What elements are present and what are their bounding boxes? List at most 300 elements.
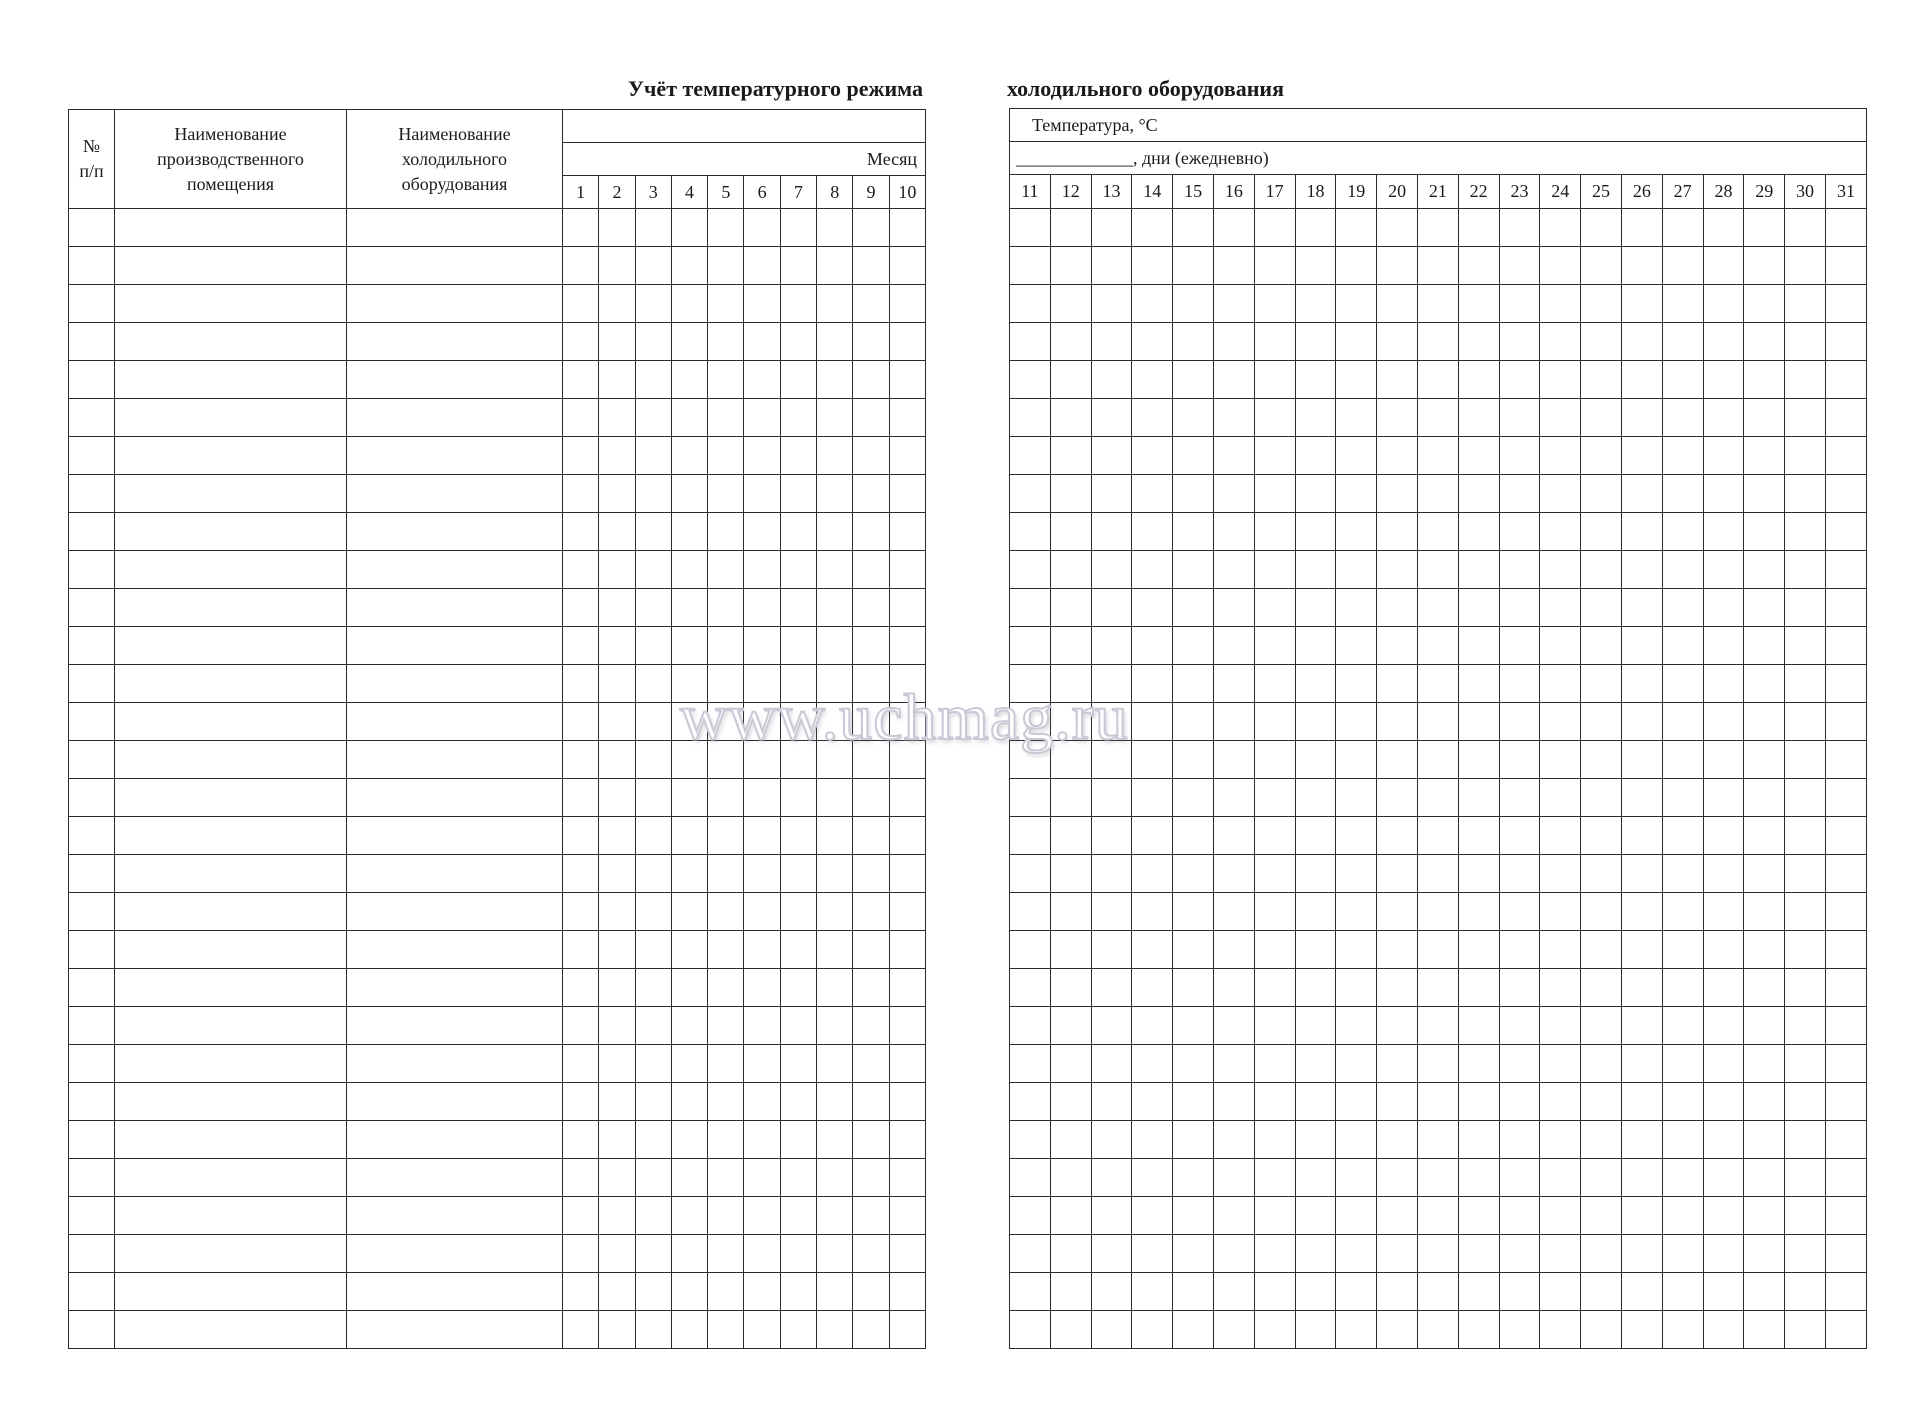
entry-cell[interactable]	[1744, 475, 1785, 513]
entry-cell[interactable]	[1091, 247, 1132, 285]
entry-cell[interactable]	[599, 779, 635, 817]
entry-cell[interactable]	[1785, 1121, 1826, 1159]
entry-cell[interactable]	[1499, 703, 1540, 741]
entry-cell[interactable]	[1091, 779, 1132, 817]
entry-cell[interactable]	[1703, 1273, 1744, 1311]
entry-cell[interactable]	[347, 741, 563, 779]
entry-cell[interactable]	[1458, 361, 1499, 399]
entry-cell[interactable]	[1254, 1235, 1295, 1273]
entry-cell[interactable]	[1621, 627, 1662, 665]
entry-cell[interactable]	[1254, 893, 1295, 931]
entry-cell[interactable]	[347, 1121, 563, 1159]
entry-cell[interactable]	[1213, 1121, 1254, 1159]
entry-cell[interactable]	[347, 1235, 563, 1273]
entry-cell[interactable]	[1336, 703, 1377, 741]
entry-cell[interactable]	[671, 1045, 707, 1083]
entry-cell[interactable]	[780, 931, 816, 969]
entry-cell[interactable]	[1785, 247, 1826, 285]
entry-cell[interactable]	[889, 855, 925, 893]
entry-cell[interactable]	[1621, 1159, 1662, 1197]
entry-cell[interactable]	[1336, 1311, 1377, 1349]
entry-cell[interactable]	[1050, 285, 1091, 323]
entry-cell[interactable]	[347, 1311, 563, 1349]
entry-cell[interactable]	[1785, 665, 1826, 703]
entry-cell[interactable]	[1785, 437, 1826, 475]
entry-cell[interactable]	[817, 931, 853, 969]
entry-cell[interactable]	[115, 1273, 347, 1311]
entry-cell[interactable]	[1825, 969, 1866, 1007]
entry-cell[interactable]	[347, 1007, 563, 1045]
entry-cell[interactable]	[1417, 1045, 1458, 1083]
entry-cell[interactable]	[889, 323, 925, 361]
entry-cell[interactable]	[1295, 361, 1336, 399]
entry-cell[interactable]	[853, 361, 889, 399]
entry-cell[interactable]	[1377, 323, 1418, 361]
entry-cell[interactable]	[1540, 285, 1581, 323]
entry-cell[interactable]	[1744, 741, 1785, 779]
entry-cell[interactable]	[1581, 285, 1622, 323]
entry-cell[interactable]	[1662, 323, 1703, 361]
entry-cell[interactable]	[780, 817, 816, 855]
entry-cell[interactable]	[1132, 1083, 1173, 1121]
entry-cell[interactable]	[1540, 1007, 1581, 1045]
entry-cell[interactable]	[1744, 1159, 1785, 1197]
entry-cell[interactable]	[1010, 779, 1051, 817]
entry-cell[interactable]	[708, 779, 744, 817]
entry-cell[interactable]	[1621, 513, 1662, 551]
entry-cell[interactable]	[1336, 513, 1377, 551]
entry-cell[interactable]	[1458, 589, 1499, 627]
entry-cell[interactable]	[1499, 1273, 1540, 1311]
entry-cell[interactable]	[1295, 817, 1336, 855]
entry-cell[interactable]	[1825, 323, 1866, 361]
entry-cell[interactable]	[1213, 1311, 1254, 1349]
entry-cell[interactable]	[599, 817, 635, 855]
entry-cell[interactable]	[1499, 1121, 1540, 1159]
entry-cell[interactable]	[780, 1159, 816, 1197]
entry-cell[interactable]	[671, 969, 707, 1007]
entry-cell[interactable]	[1458, 855, 1499, 893]
entry-cell[interactable]	[1581, 627, 1622, 665]
entry-cell[interactable]	[889, 703, 925, 741]
entry-cell[interactable]	[744, 1159, 780, 1197]
entry-cell[interactable]	[115, 703, 347, 741]
entry-cell[interactable]	[780, 361, 816, 399]
entry-cell[interactable]	[1499, 551, 1540, 589]
entry-cell[interactable]	[1499, 1235, 1540, 1273]
entry-cell[interactable]	[853, 209, 889, 247]
entry-cell[interactable]	[1785, 1197, 1826, 1235]
entry-cell[interactable]	[1785, 779, 1826, 817]
entry-cell[interactable]	[889, 589, 925, 627]
entry-cell[interactable]	[1377, 1083, 1418, 1121]
entry-cell[interactable]	[1213, 209, 1254, 247]
entry-cell[interactable]	[1254, 1159, 1295, 1197]
entry-cell[interactable]	[1050, 361, 1091, 399]
entry-cell[interactable]	[1050, 589, 1091, 627]
entry-cell[interactable]	[1785, 513, 1826, 551]
entry-cell[interactable]	[744, 285, 780, 323]
entry-cell[interactable]	[1744, 931, 1785, 969]
entry-cell[interactable]	[599, 931, 635, 969]
entry-cell[interactable]	[69, 741, 115, 779]
entry-cell[interactable]	[744, 209, 780, 247]
entry-cell[interactable]	[1662, 361, 1703, 399]
entry-cell[interactable]	[744, 1273, 780, 1311]
entry-cell[interactable]	[1091, 893, 1132, 931]
entry-cell[interactable]	[635, 475, 671, 513]
entry-cell[interactable]	[1254, 1273, 1295, 1311]
entry-cell[interactable]	[1744, 893, 1785, 931]
entry-cell[interactable]	[708, 855, 744, 893]
entry-cell[interactable]	[347, 1083, 563, 1121]
entry-cell[interactable]	[1336, 969, 1377, 1007]
entry-cell[interactable]	[1540, 893, 1581, 931]
entry-cell[interactable]	[1744, 1045, 1785, 1083]
entry-cell[interactable]	[347, 209, 563, 247]
entry-cell[interactable]	[1213, 893, 1254, 931]
entry-cell[interactable]	[599, 1045, 635, 1083]
entry-cell[interactable]	[563, 627, 599, 665]
entry-cell[interactable]	[115, 627, 347, 665]
entry-cell[interactable]	[708, 817, 744, 855]
entry-cell[interactable]	[347, 1273, 563, 1311]
entry-cell[interactable]	[1417, 475, 1458, 513]
entry-cell[interactable]	[817, 1083, 853, 1121]
entry-cell[interactable]	[115, 1197, 347, 1235]
entry-cell[interactable]	[563, 589, 599, 627]
entry-cell[interactable]	[671, 1159, 707, 1197]
entry-cell[interactable]	[563, 437, 599, 475]
entry-cell[interactable]	[1050, 627, 1091, 665]
entry-cell[interactable]	[1417, 741, 1458, 779]
entry-cell[interactable]	[1621, 703, 1662, 741]
entry-cell[interactable]	[635, 703, 671, 741]
entry-cell[interactable]	[635, 1235, 671, 1273]
entry-cell[interactable]	[69, 1311, 115, 1349]
entry-cell[interactable]	[1132, 589, 1173, 627]
entry-cell[interactable]	[1173, 893, 1214, 931]
entry-cell[interactable]	[1744, 285, 1785, 323]
entry-cell[interactable]	[1213, 703, 1254, 741]
entry-cell[interactable]	[599, 1311, 635, 1349]
entry-cell[interactable]	[1377, 893, 1418, 931]
entry-cell[interactable]	[69, 551, 115, 589]
entry-cell[interactable]	[708, 931, 744, 969]
entry-cell[interactable]	[599, 361, 635, 399]
entry-cell[interactable]	[1010, 855, 1051, 893]
entry-cell[interactable]	[671, 931, 707, 969]
entry-cell[interactable]	[1621, 399, 1662, 437]
entry-cell[interactable]	[1417, 969, 1458, 1007]
entry-cell[interactable]	[1091, 589, 1132, 627]
entry-cell[interactable]	[1254, 1007, 1295, 1045]
entry-cell[interactable]	[1132, 285, 1173, 323]
entry-cell[interactable]	[347, 399, 563, 437]
entry-cell[interactable]	[1050, 1311, 1091, 1349]
entry-cell[interactable]	[115, 399, 347, 437]
entry-cell[interactable]	[1785, 399, 1826, 437]
entry-cell[interactable]	[708, 209, 744, 247]
entry-cell[interactable]	[1091, 551, 1132, 589]
entry-cell[interactable]	[744, 931, 780, 969]
entry-cell[interactable]	[1581, 323, 1622, 361]
entry-cell[interactable]	[889, 1311, 925, 1349]
entry-cell[interactable]	[1825, 1083, 1866, 1121]
entry-cell[interactable]	[853, 1159, 889, 1197]
entry-cell[interactable]	[1581, 665, 1622, 703]
entry-cell[interactable]	[1662, 513, 1703, 551]
entry-cell[interactable]	[1499, 855, 1540, 893]
entry-cell[interactable]	[1132, 1273, 1173, 1311]
entry-cell[interactable]	[1581, 475, 1622, 513]
entry-cell[interactable]	[708, 969, 744, 1007]
entry-cell[interactable]	[635, 1045, 671, 1083]
entry-cell[interactable]	[1499, 969, 1540, 1007]
entry-cell[interactable]	[563, 1197, 599, 1235]
entry-cell[interactable]	[1703, 893, 1744, 931]
entry-cell[interactable]	[671, 475, 707, 513]
entry-cell[interactable]	[563, 551, 599, 589]
entry-cell[interactable]	[1336, 1045, 1377, 1083]
entry-cell[interactable]	[1010, 361, 1051, 399]
entry-cell[interactable]	[1417, 931, 1458, 969]
entry-cell[interactable]	[744, 703, 780, 741]
entry-cell[interactable]	[69, 1045, 115, 1083]
entry-cell[interactable]	[1336, 855, 1377, 893]
entry-cell[interactable]	[1295, 855, 1336, 893]
entry-cell[interactable]	[1254, 665, 1295, 703]
entry-cell[interactable]	[1295, 627, 1336, 665]
entry-cell[interactable]	[1091, 475, 1132, 513]
entry-cell[interactable]	[69, 589, 115, 627]
entry-cell[interactable]	[1417, 513, 1458, 551]
entry-cell[interactable]	[635, 323, 671, 361]
entry-cell[interactable]	[1417, 893, 1458, 931]
entry-cell[interactable]	[671, 779, 707, 817]
entry-cell[interactable]	[1785, 589, 1826, 627]
entry-cell[interactable]	[1091, 741, 1132, 779]
entry-cell[interactable]	[744, 1121, 780, 1159]
entry-cell[interactable]	[817, 209, 853, 247]
entry-cell[interactable]	[115, 1083, 347, 1121]
entry-cell[interactable]	[817, 703, 853, 741]
entry-cell[interactable]	[1132, 741, 1173, 779]
entry-cell[interactable]	[635, 247, 671, 285]
entry-cell[interactable]	[1010, 1197, 1051, 1235]
entry-cell[interactable]	[1703, 1159, 1744, 1197]
entry-cell[interactable]	[1173, 969, 1214, 1007]
entry-cell[interactable]	[1621, 1045, 1662, 1083]
entry-cell[interactable]	[1825, 589, 1866, 627]
entry-cell[interactable]	[599, 247, 635, 285]
entry-cell[interactable]	[1499, 361, 1540, 399]
entry-cell[interactable]	[115, 323, 347, 361]
entry-cell[interactable]	[635, 551, 671, 589]
entry-cell[interactable]	[1173, 665, 1214, 703]
entry-cell[interactable]	[744, 399, 780, 437]
entry-cell[interactable]	[1091, 1235, 1132, 1273]
entry-cell[interactable]	[563, 247, 599, 285]
entry-cell[interactable]	[69, 1007, 115, 1045]
entry-cell[interactable]	[1703, 855, 1744, 893]
entry-cell[interactable]	[1581, 1007, 1622, 1045]
entry-cell[interactable]	[780, 1083, 816, 1121]
entry-cell[interactable]	[69, 855, 115, 893]
entry-cell[interactable]	[1744, 703, 1785, 741]
entry-cell[interactable]	[1010, 1121, 1051, 1159]
entry-cell[interactable]	[1010, 1159, 1051, 1197]
entry-cell[interactable]	[1091, 817, 1132, 855]
entry-cell[interactable]	[115, 1007, 347, 1045]
entry-cell[interactable]	[635, 1273, 671, 1311]
entry-cell[interactable]	[1499, 817, 1540, 855]
entry-cell[interactable]	[1050, 209, 1091, 247]
entry-cell[interactable]	[889, 665, 925, 703]
entry-cell[interactable]	[1540, 969, 1581, 1007]
entry-cell[interactable]	[1417, 209, 1458, 247]
entry-cell[interactable]	[1825, 665, 1866, 703]
entry-cell[interactable]	[817, 893, 853, 931]
entry-cell[interactable]	[1499, 323, 1540, 361]
entry-cell[interactable]	[1825, 285, 1866, 323]
entry-cell[interactable]	[671, 437, 707, 475]
entry-cell[interactable]	[1417, 361, 1458, 399]
entry-cell[interactable]	[1785, 1235, 1826, 1273]
entry-cell[interactable]	[1377, 1159, 1418, 1197]
entry-cell[interactable]	[1132, 931, 1173, 969]
entry-cell[interactable]	[563, 1235, 599, 1273]
entry-cell[interactable]	[1499, 1197, 1540, 1235]
entry-cell[interactable]	[1091, 437, 1132, 475]
entry-cell[interactable]	[744, 1007, 780, 1045]
entry-cell[interactable]	[635, 779, 671, 817]
entry-cell[interactable]	[1377, 665, 1418, 703]
entry-cell[interactable]	[115, 1121, 347, 1159]
entry-cell[interactable]	[817, 1007, 853, 1045]
entry-cell[interactable]	[599, 1159, 635, 1197]
entry-cell[interactable]	[780, 1197, 816, 1235]
entry-cell[interactable]	[1132, 817, 1173, 855]
entry-cell[interactable]	[563, 1311, 599, 1349]
entry-cell[interactable]	[1132, 437, 1173, 475]
entry-cell[interactable]	[853, 703, 889, 741]
entry-cell[interactable]	[780, 741, 816, 779]
entry-cell[interactable]	[69, 1121, 115, 1159]
entry-cell[interactable]	[1703, 1311, 1744, 1349]
entry-cell[interactable]	[780, 665, 816, 703]
entry-cell[interactable]	[744, 779, 780, 817]
entry-cell[interactable]	[1091, 1083, 1132, 1121]
entry-cell[interactable]	[69, 1273, 115, 1311]
entry-cell[interactable]	[1010, 1083, 1051, 1121]
entry-cell[interactable]	[1785, 551, 1826, 589]
entry-cell[interactable]	[671, 893, 707, 931]
entry-cell[interactable]	[1173, 779, 1214, 817]
entry-cell[interactable]	[1050, 855, 1091, 893]
entry-cell[interactable]	[347, 323, 563, 361]
entry-cell[interactable]	[1173, 1197, 1214, 1235]
entry-cell[interactable]	[1417, 1197, 1458, 1235]
entry-cell[interactable]	[599, 1197, 635, 1235]
entry-cell[interactable]	[708, 1121, 744, 1159]
entry-cell[interactable]	[1010, 969, 1051, 1007]
entry-cell[interactable]	[1825, 209, 1866, 247]
entry-cell[interactable]	[1703, 1083, 1744, 1121]
entry-cell[interactable]	[1295, 1273, 1336, 1311]
entry-cell[interactable]	[817, 247, 853, 285]
entry-cell[interactable]	[1010, 1235, 1051, 1273]
entry-cell[interactable]	[1377, 513, 1418, 551]
entry-cell[interactable]	[599, 209, 635, 247]
entry-cell[interactable]	[1213, 437, 1254, 475]
entry-cell[interactable]	[671, 1197, 707, 1235]
entry-cell[interactable]	[1254, 855, 1295, 893]
entry-cell[interactable]	[1091, 703, 1132, 741]
entry-cell[interactable]	[708, 1273, 744, 1311]
entry-cell[interactable]	[1825, 1197, 1866, 1235]
entry-cell[interactable]	[635, 1083, 671, 1121]
entry-cell[interactable]	[1499, 665, 1540, 703]
entry-cell[interactable]	[69, 931, 115, 969]
entry-cell[interactable]	[1336, 893, 1377, 931]
entry-cell[interactable]	[780, 209, 816, 247]
entry-cell[interactable]	[1744, 399, 1785, 437]
entry-cell[interactable]	[1010, 1273, 1051, 1311]
entry-cell[interactable]	[1213, 1235, 1254, 1273]
entry-cell[interactable]	[1662, 209, 1703, 247]
entry-cell[interactable]	[708, 1235, 744, 1273]
entry-cell[interactable]	[1581, 1083, 1622, 1121]
entry-cell[interactable]	[1458, 1159, 1499, 1197]
entry-cell[interactable]	[599, 1007, 635, 1045]
entry-cell[interactable]	[1417, 1235, 1458, 1273]
entry-cell[interactable]	[1785, 285, 1826, 323]
entry-cell[interactable]	[671, 399, 707, 437]
entry-cell[interactable]	[889, 361, 925, 399]
entry-cell[interactable]	[1825, 399, 1866, 437]
entry-cell[interactable]	[1458, 817, 1499, 855]
entry-cell[interactable]	[1744, 969, 1785, 1007]
entry-cell[interactable]	[599, 893, 635, 931]
entry-cell[interactable]	[671, 513, 707, 551]
entry-cell[interactable]	[744, 627, 780, 665]
entry-cell[interactable]	[708, 703, 744, 741]
entry-cell[interactable]	[1295, 1007, 1336, 1045]
entry-cell[interactable]	[1173, 1007, 1214, 1045]
entry-cell[interactable]	[1499, 209, 1540, 247]
entry-cell[interactable]	[889, 1007, 925, 1045]
entry-cell[interactable]	[780, 1273, 816, 1311]
entry-cell[interactable]	[1132, 323, 1173, 361]
entry-cell[interactable]	[563, 513, 599, 551]
entry-cell[interactable]	[1662, 817, 1703, 855]
entry-cell[interactable]	[744, 855, 780, 893]
entry-cell[interactable]	[1091, 361, 1132, 399]
entry-cell[interactable]	[1703, 475, 1744, 513]
entry-cell[interactable]	[1417, 817, 1458, 855]
entry-cell[interactable]	[1377, 627, 1418, 665]
entry-cell[interactable]	[1213, 589, 1254, 627]
entry-cell[interactable]	[1458, 323, 1499, 361]
entry-cell[interactable]	[1703, 247, 1744, 285]
entry-cell[interactable]	[1785, 361, 1826, 399]
entry-cell[interactable]	[744, 589, 780, 627]
entry-cell[interactable]	[1785, 1083, 1826, 1121]
entry-cell[interactable]	[817, 627, 853, 665]
entry-cell[interactable]	[1785, 703, 1826, 741]
entry-cell[interactable]	[1377, 1007, 1418, 1045]
